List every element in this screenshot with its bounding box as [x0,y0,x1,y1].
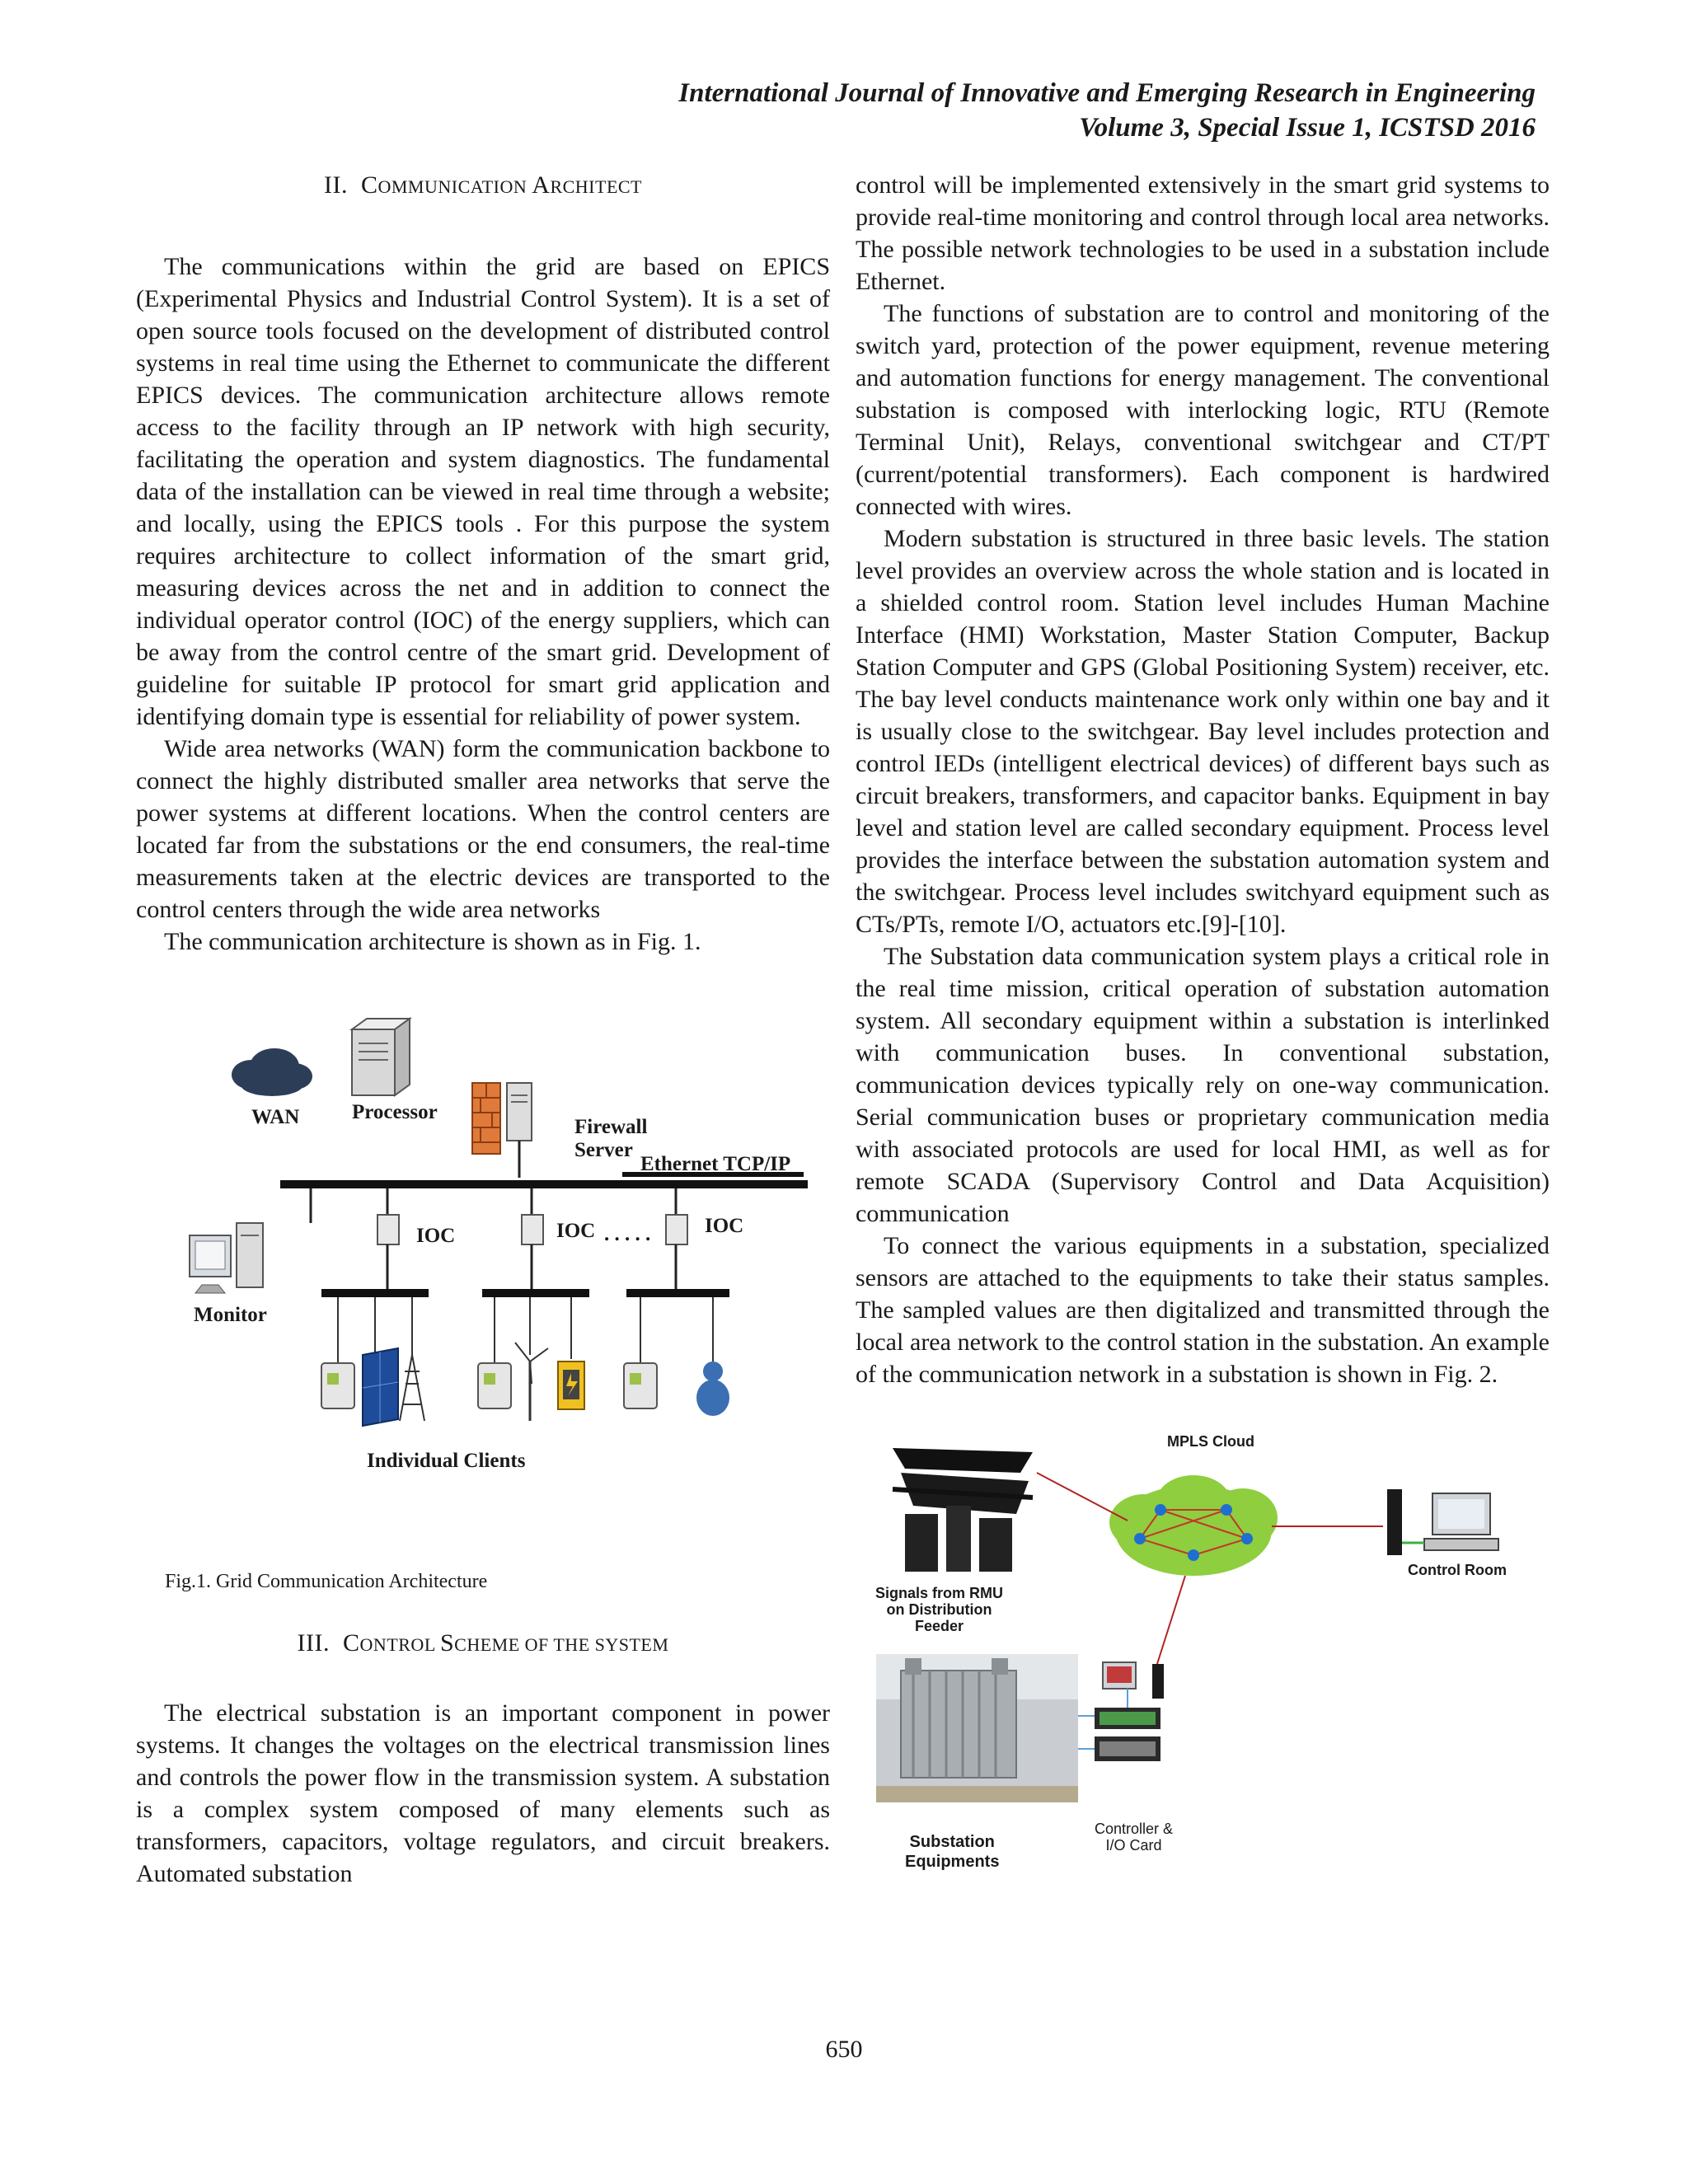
monitor-icon [190,1223,263,1293]
paragraph: Wide area networks (WAN) form the communication backbone to connect the highly distributed smaller area networks that serve the power systems at different locations. When the control centers are located far from the substations or the end consumers, the real-time measurements taken at the electric devices are transported to the control centers through the wide area networks [136,735,830,923]
link-line [1156,1576,1185,1666]
paragraph: Modern substation is structured in three basic levels. The station level provides an overview across the whole station and is located in a shielded control room. Station level includes Human Machine Interface (HMI) Workstation, Master Station Computer, Backup Station Computer and GPS (Global Positioning System) receiver, etc. The bay level conducts maintenance work only within one bay and it is usually close to the switchgear. Bay level includes protection and control IEDs (intelligent electrical devices) of different bays such as circuit breakers, transformers, and capacitor banks. Equipment in bay level and station level are called secondary equipment. Process level provides the interface between the substation automation system and the switchgear. Process level includes switchyard equipment such as CTs/PTs, remote I/O, actuators etc.[9]-[10]. [856,525,1550,938]
substation-network-diagram [856,1423,1550,1901]
mpls-cloud-icon [1109,1475,1278,1576]
firewall-icon [472,1083,500,1154]
figure-1-diagram [136,968,830,1536]
processor-label: Processor [352,1101,438,1123]
paragraph: The electrical substation is an important component in power systems. It changes the voltages on the electrical transmission lines and controls the power flow in the transmission system. A substation is a complex system composed of many elements such as transformers, capacitors, voltage regulators, and circuit breakers. Automated substation [136,1699,830,1887]
ioc-label: IOC [556,1220,596,1242]
figure-2-diagram [856,1423,1550,1901]
figure-1-caption: Fig.1. Grid Communication Architecture [165,1571,488,1592]
control-room-label: Control Room [1408,1562,1507,1578]
controller-io-card-icon [1078,1662,1164,1761]
journal-volume: Volume 3, Special Issue 1, ICSTSD 2016 [1079,113,1536,143]
ethernet-label: Ethernet TCP/IP [640,1153,791,1175]
rmu-signals-label: Signals from RMU on Distribution Feeder [875,1585,1004,1634]
substation-equipment-image [876,1654,1078,1802]
paragraph: The Substation data communication system plays a critical role in the real time mission, critical operation of substation automation system. All secondary equipment within a substation is interlinked with communication buses. In conventional substation, communication devices typically rely on one-way communication. Serial communication buses or proprietary communication media with associated protocols are used for local HMI, as well as for remote SCADA (Supervisory Control and Data Acquisition) communication [856,943,1550,1227]
substation-label: Substation Equipments [905,1833,1000,1871]
server-label: Server [574,1139,633,1161]
ethernet-bus [280,1180,808,1188]
client-bus [626,1289,729,1297]
rmu-signals-image [889,1440,1037,1580]
ioc-icon [666,1215,687,1289]
journal-header [678,76,1536,145]
paragraph: The functions of substation are to control and monitoring of the switch yard, protection of the power equipment, revenue metering and automation functions for energy management. The conventional substation is composed with interlocking logic, RTU (Remote Terminal Unit), Relays, conventional switchgear and CT/PT (current/potential transformers). Each component is hardwired connected with wires. [856,300,1550,520]
processor-icon [352,1019,410,1095]
user-icon [696,1361,729,1416]
firewall-server-icon [507,1083,532,1178]
paragraph: The communication architecture is shown as in Fig. 1. [164,928,701,955]
controller-label: Controller & I/O Card [1095,1821,1174,1854]
ioc-label: IOC [416,1225,456,1247]
battery-icon [558,1361,584,1409]
link-line [1037,1473,1128,1521]
solar-panel-icon [363,1348,398,1426]
section-heading-3: III. CONTROL SCHEME OF THE SYSTEM [297,1629,669,1657]
monitor-label: Monitor [194,1304,267,1326]
ioc-icon [377,1215,399,1289]
paragraph: To connect the various equipments in a substation, specialized sensors are attached to the equipments to take their status samples. The sampled values are then digitalized and transmitted through the local area network to the control station in the substation. An example of the communication network in a substation is shown in Fig. 2. [856,1232,1550,1388]
section-heading-2: II. COMMUNICATION ARCHITECT [323,171,642,199]
left-column [136,169,830,1890]
page-number: 650 [825,2036,863,2063]
client-device-icon [321,1363,354,1408]
wan-cloud-icon [232,1048,312,1096]
client-bus [482,1289,589,1297]
wan-label: WAN [251,1106,300,1128]
paragraph: The communications within the grid are based on EPICS (Experimental Physics and Industrial Control System). It is a set of open source tools focused on the development of distributed control systems in real time using the Ethernet to communicate the different EPICS devices. The communication architecture allows remote access to the facility through an IP network with high security, facilitating the operation and system diagnostics. The fundamental data of the installation can be viewed in real time through a website; and locally, using the EPICS tools . For this purpose the system requires architecture to collect information of the smart grid, measuring devices across the net and in addition to connect the individual operator control (IOC) of the energy suppliers, which can be away from the control centre of the smart grid. Development of guideline for suitable IP protocol for smart grid application and identifying domain type is essential for reliability of power system. [136,253,830,730]
transmission-tower-icon [400,1355,424,1421]
control-room-icon [1387,1489,1498,1555]
wind-turbine-icon [515,1343,548,1421]
client-device-icon [624,1363,657,1408]
paragraph: control will be implemented extensively in the smart grid systems to provide real-time monitoring and control through local area networks. The possible network technologies to be used in a substation include Ethernet. [856,171,1550,295]
client-bus [321,1289,429,1297]
firewall-label: Firewall [574,1116,648,1138]
journal-title: International Journal of Innovative and Emerging Research in Engineering [678,78,1536,108]
client-device-icon [478,1363,511,1408]
right-column [856,169,1550,1901]
ioc-label: IOC [705,1215,744,1237]
clients-label: Individual Clients [367,1450,526,1472]
mpls-cloud-label: MPLS Cloud [1167,1433,1254,1450]
dots-label: . . . . . [604,1223,651,1245]
ioc-icon [522,1215,543,1289]
